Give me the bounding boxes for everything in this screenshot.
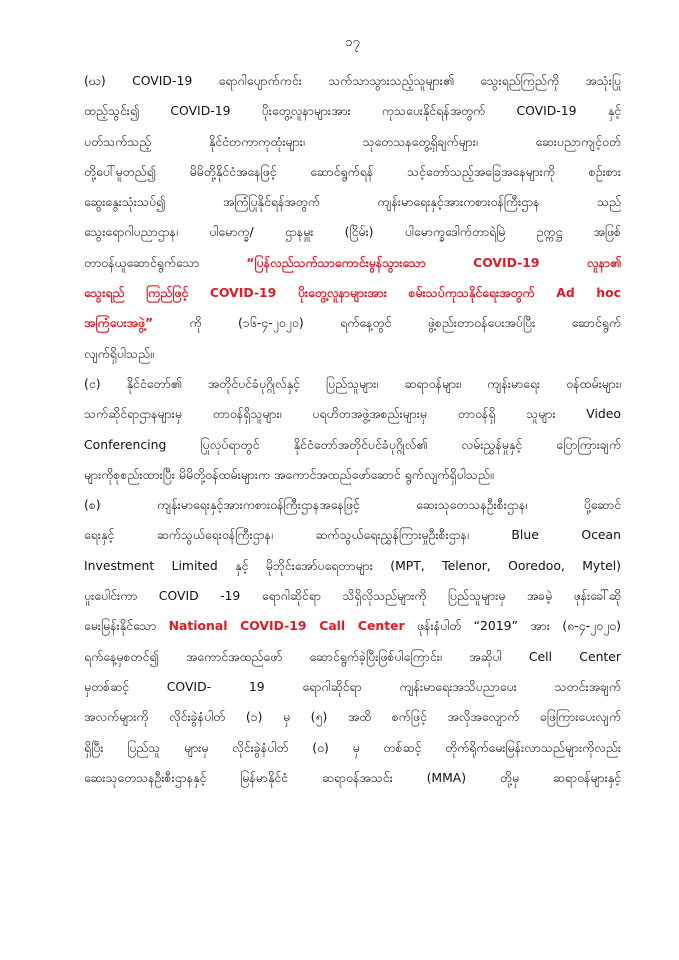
text-line: (စ) ကျန်းမာရေးနှင့်အားကစားဝန်ကြီးဌာနအနေဖြင့် ဆေးသုတေသနဦးစီးဌာန၊ ပို့ဆောင် <box>84 497 621 513</box>
text-segment: ဖုန်းနံပါတ် “2019” အား (၈-၄-၂၀၂၀) <box>404 618 621 634</box>
highlighted-text: သွေးရည် ကြည်ဖြင့် COVID-19 ပိုးတွေ့လူနာများအား စမ်းသပ်ကုသနိုင်ရေးအတွက် Ad hoc <box>84 285 621 301</box>
text-line: သွေးရောဂါပညာဌာန၊ ပါမောက္ခ/ ဌာနမှူး (ငြိမ်း) ပါမောက္ခဒေါက်တာရဲမြဲ ဥက္ကဋ္ဌ အဖြစ် <box>84 224 621 240</box>
page-number: ၁၇ <box>345 35 360 50</box>
text-line: များကိုစုစည်းထားပြီး မိမိတို့ဝန်ထမ်းများက အကောင်အထည်ဖော်ဆောင် ရွက်လျက်ရှိပါသည်။ <box>84 466 494 482</box>
paragraph <box>84 369 621 490</box>
paragraph <box>84 490 621 793</box>
text-line: ပတ်သက်သည့် နိုင်ငံတကာကုထုံးများ၊ သုတေသနတွေ့ရှိချက်များ၊ ဆေးပညာကျင့်ဝတ် <box>84 133 621 149</box>
text-line <box>84 611 621 641</box>
text-line: တို့ပေါ်မူတည်၍ မိမိတို့နိုင်ငံအနေဖြင့် ဆောင်ရွက်ရန် သင့်တော်သည့်အခြေအနေများကို စဉ်းစား <box>84 163 621 179</box>
text-segment: မေးမြန်းနိုင်သော <box>84 618 169 634</box>
text-line: ပူးပေါင်းကာ COVID -19 ရောဂါဆိုင်ရာ သိရှိလိုသည်များကို ပြည်သူများမှ အခမဲ့ ဖုန်းခေါ်ဆို <box>84 588 621 604</box>
text-line: Conferencing ပြုလုပ်ရာတွင် နိုင်ငံတော်အတိုင်ပင်ခံပုဂ္ဂိုလ်၏ လမ်းညွှန်မှုနှင့် ပြောကြားချက် <box>84 436 621 452</box>
text-line: (င) နိုင်ငံတော်၏ အတိုင်ပင်ခံပုဂ္ဂိုလ်နှင့် ပြည်သူများ၊ ဆရာဝန်များ၊ ကျန်းမာရေး ဝန်ထမ်းများ၊ <box>84 375 621 391</box>
text-line <box>84 308 621 338</box>
text-line: ရှိပြီး ပြည်သူ များမှ လိုင်းခွဲနံပါတ် (၀) မှ တစ်ဆင့် တိုက်ရိုက်မေးမြန်းလာသည်များကိုလည်း <box>84 739 621 755</box>
text-line: ထည့်သွင်း၍ COVID-19 ပိုးတွေ့လူနာများအား ကုသပေးနိုင်ရန်အတွက် COVID-19 နှင့် <box>84 103 621 119</box>
text-line: ဆေးသုတေသနဦးစီးဌာနနှင့် မြန်မာနိုင်ငံ ဆရာဝန်အသင်း (MMA) တို့မှ ဆရာဝန်များနှင့် <box>84 769 621 785</box>
text-line: ရေးနှင့် ဆက်သွယ်ရေးဝန်ကြီးဌာန၊ ဆက်သွယ်ရေးညွှန်ကြားမှုဦးစီးဌာန၊ Blue Ocean <box>84 527 621 543</box>
text-line: ရက်နေ့မှစတင်၍ အကောင်အထည်ဖော် ဆောင်ရွက်ခဲ့ပြီးဖြစ်ပါကြောင်း၊ အဆိုပါ Cell Center <box>84 648 621 664</box>
highlighted-text: အကြံပေးအဖွဲ့” <box>84 315 154 331</box>
text-line <box>84 278 621 308</box>
text-line: လျက်ရှိပါသည်။ <box>84 345 154 361</box>
text-segment: ကို (၁၆-၄-၂၀၂၀) ရက်နေ့တွင် ဖွဲ့စည်းတာဝန်ပေးအပ်ပြီး ဆောင်ရွက် <box>153 315 621 331</box>
highlighted-text: National COVID-19 Call Center <box>168 618 405 634</box>
text-line: ဆွေးနွေးသုံးသပ်၍ အကြံပြုနိုင်ရန်အတွက် ကျန်းမာရေးနှင့်အားကစားဝန်ကြီးဌာန သည် <box>84 194 621 210</box>
text-line: မှတစ်ဆင့် COVID- 19 ရောဂါဆိုင်ရာ ကျန်းမာရေးအသိပညာပေး သတင်းအချက် <box>84 678 621 694</box>
text-line: (ဃ) COVID-19 ရောဂါပျောက်ကင်း သက်သာသွားသည့်သူများ၏ သွေးရည်ကြည်ကို အသုံးပြု <box>84 73 621 88</box>
text-line <box>84 248 621 278</box>
document-body <box>84 66 621 793</box>
paragraph <box>84 66 621 369</box>
text-segment: တာဝန်ယူဆောင်ရွက်သော <box>84 254 247 270</box>
highlighted-text: “ပြန်လည်သက်သာကောင်းမွန်သွားသော COVID-19 လူနာ၏ <box>246 254 621 270</box>
text-line: အလက်များကို လိုင်းခွဲနံပါတ် (၁) မှ (၅) အထိ စက်ဖြင့် အလိုအလျောက် ဖြေကြားပေးလျက် <box>84 709 621 725</box>
text-line: Investment Limited နှင့် မိုဘိုင်းအော်ပရေတာများ (MPT, Telenor, Ooredoo, Mytel) <box>84 557 621 573</box>
text-line: သက်ဆိုင်ရာဌာနများမှ တာဝန်ရှိသူများ၊ ပရဟိတအဖွဲ့အစည်းများမှ တာဝန်ရှိ သူများ Video <box>84 406 621 422</box>
